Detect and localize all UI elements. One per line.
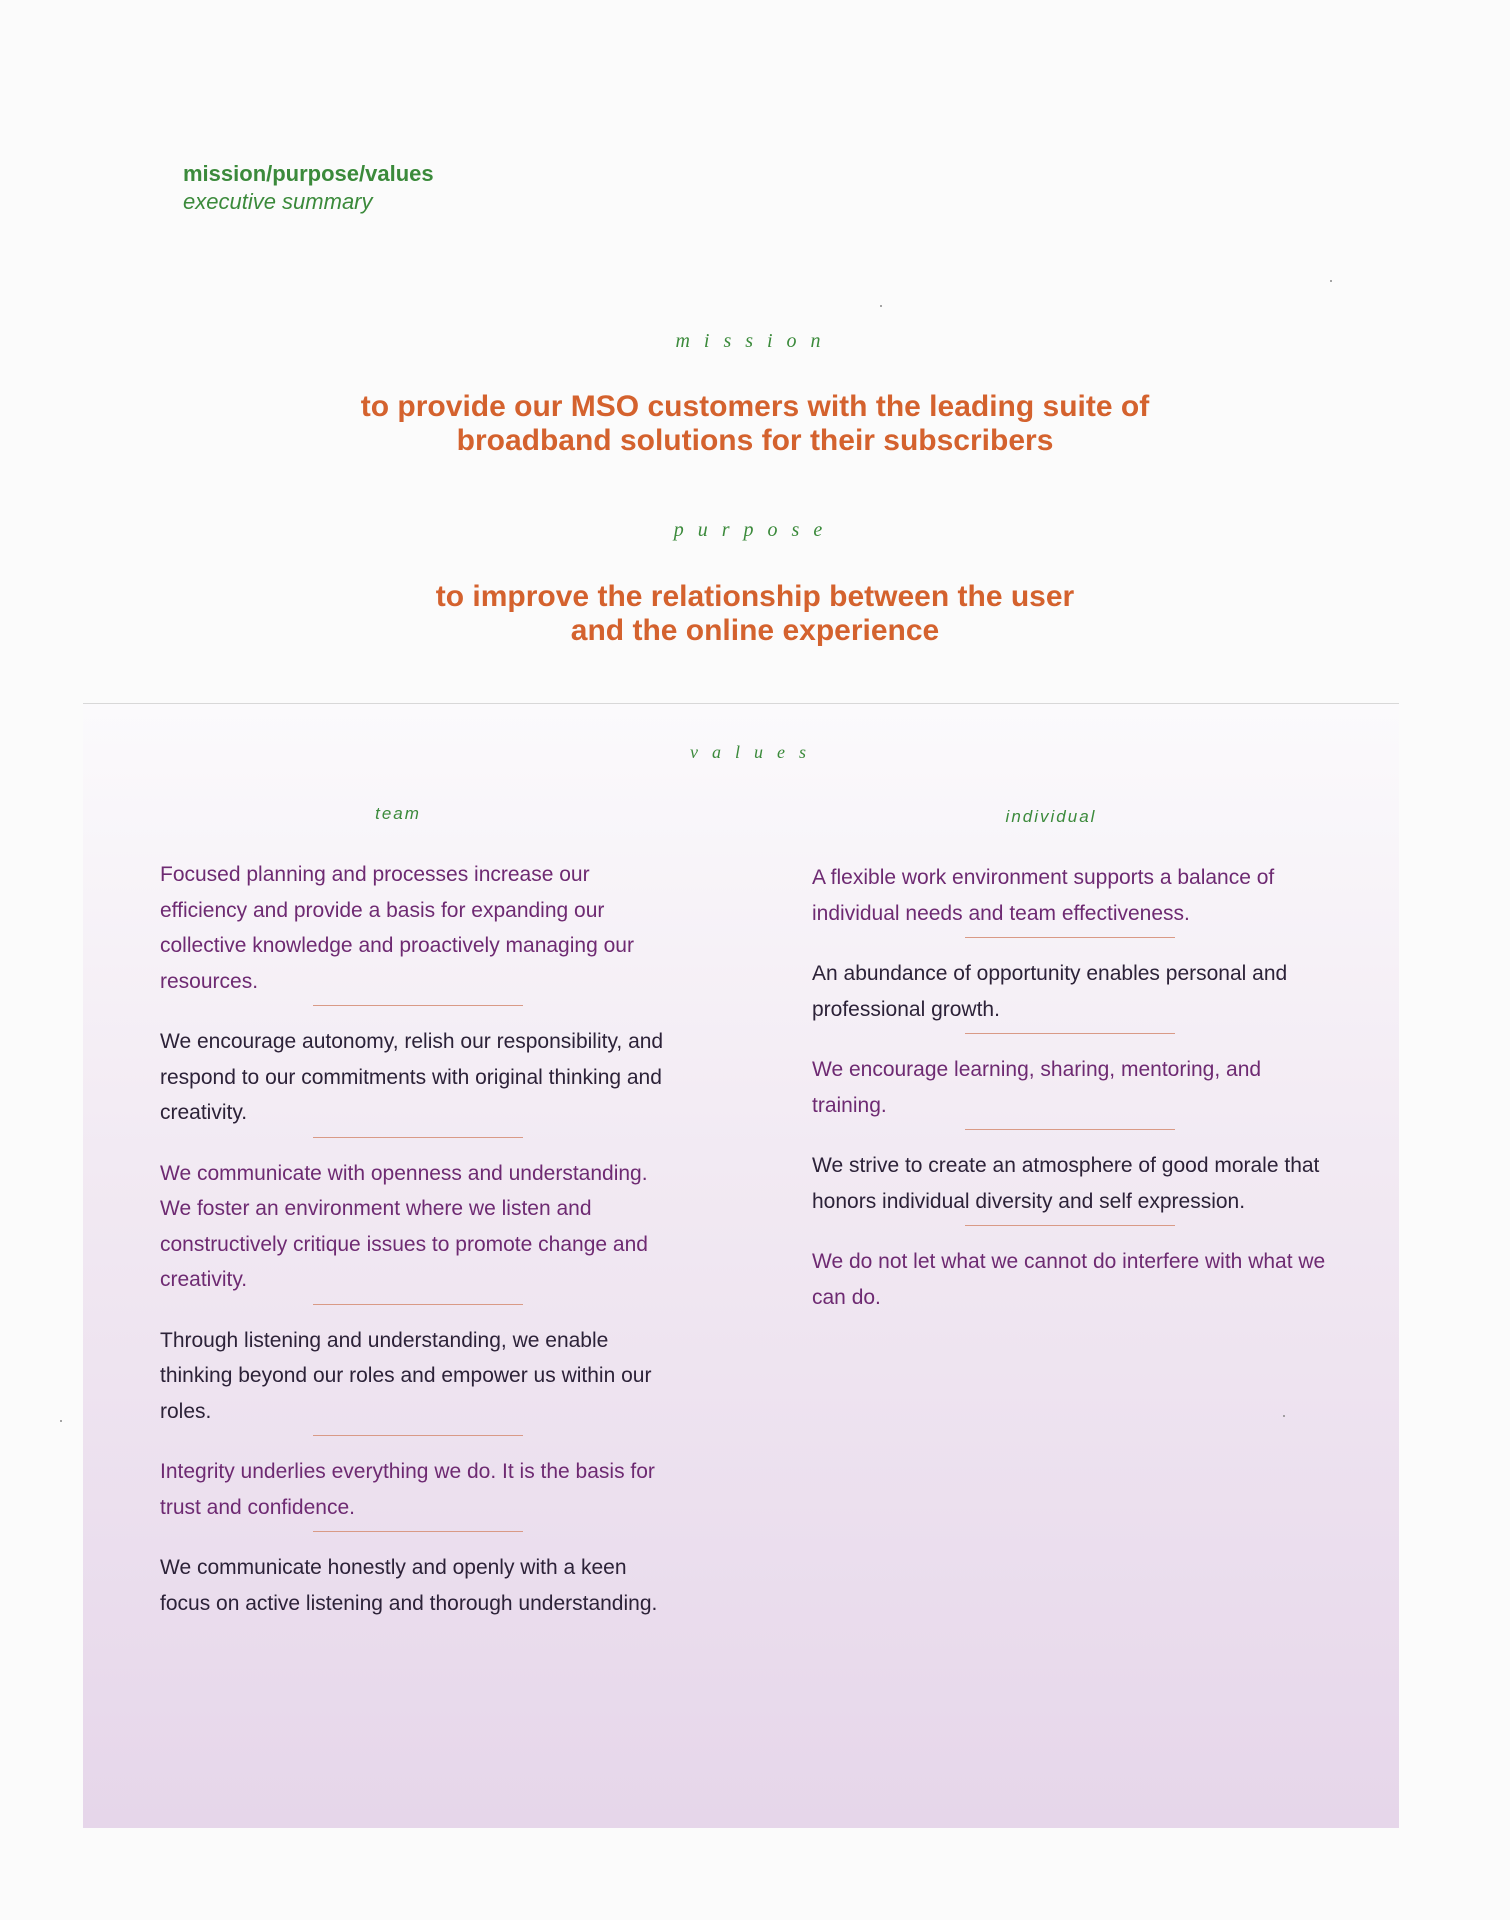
- purpose-label: purpose: [673, 519, 837, 541]
- scan-speck: [1330, 280, 1332, 282]
- values-label: values: [690, 742, 820, 762]
- divider: [965, 1033, 1175, 1034]
- divider: [313, 1304, 523, 1305]
- team-value-item: We communicate honestly and openly with a keen focus on active listening and thorough understanding.: [160, 1556, 658, 1615]
- document-header: [183, 160, 434, 216]
- divider: [313, 1005, 523, 1006]
- purpose-line: to improve the relationship between the user: [435, 580, 1075, 613]
- purpose-statement: [0, 580, 1510, 648]
- divider: [313, 1531, 523, 1532]
- team-value-item: Integrity underlies everything we do. It is the basis for trust and confidence.: [160, 1460, 655, 1519]
- team-value-item: Through listening and understanding, we enable thinking beyond our roles and empower us within our roles.: [160, 1328, 652, 1423]
- divider: [965, 1129, 1175, 1130]
- values-panel: [83, 703, 1399, 1828]
- individual-value-item: We strive to create an atmosphere of good morale that honors individual diversity and self expression.: [812, 1154, 1320, 1213]
- team-value-item: We encourage autonomy, relish our responsibility, and respond to our commitments with original thinking and creativity.: [160, 1030, 664, 1124]
- divider: [965, 937, 1175, 938]
- mission-statement: [0, 390, 1510, 458]
- scan-speck: [60, 1420, 62, 1422]
- divider: [313, 1137, 523, 1138]
- purpose-line: and the online experience: [570, 614, 940, 647]
- scan-speck: [880, 305, 882, 307]
- individual-value-item: We do not let what we cannot do interfere with what we can do.: [812, 1250, 1326, 1309]
- individual-value-item: An abundance of opportunity enables personal and professional growth.: [812, 962, 1288, 1021]
- individual-value-item: A flexible work environment supports a balance of individual needs and team effectiveness.: [812, 866, 1275, 925]
- individual-values-list: [812, 860, 1332, 1315]
- mission-line: to provide our MSO customers with the leading suite of: [360, 390, 1150, 423]
- individual-heading: individual: [1005, 807, 1097, 826]
- individual-value-item: We encourage learning, sharing, mentoring, and training.: [812, 1058, 1262, 1117]
- team-heading: team: [375, 804, 421, 823]
- scan-speck: [1283, 1415, 1285, 1417]
- team-value-item: We communicate with openness and understanding. We foster an environment where we listen and constructively critique issues to promote change and creativity.: [160, 1161, 648, 1291]
- header-subtitle: executive summary: [183, 189, 373, 214]
- header-title: mission/purpose/values: [183, 161, 434, 186]
- divider: [965, 1225, 1175, 1226]
- team-value-item: Focused planning and processes increase our efficiency and provide a basis for expanding our collective knowledge and proactively managing our resources.: [160, 863, 634, 993]
- team-values-list: [160, 857, 680, 1621]
- mission-line: broadband solutions for their subscribers: [456, 424, 1054, 457]
- divider: [313, 1435, 523, 1436]
- mission-label: mission: [675, 330, 835, 352]
